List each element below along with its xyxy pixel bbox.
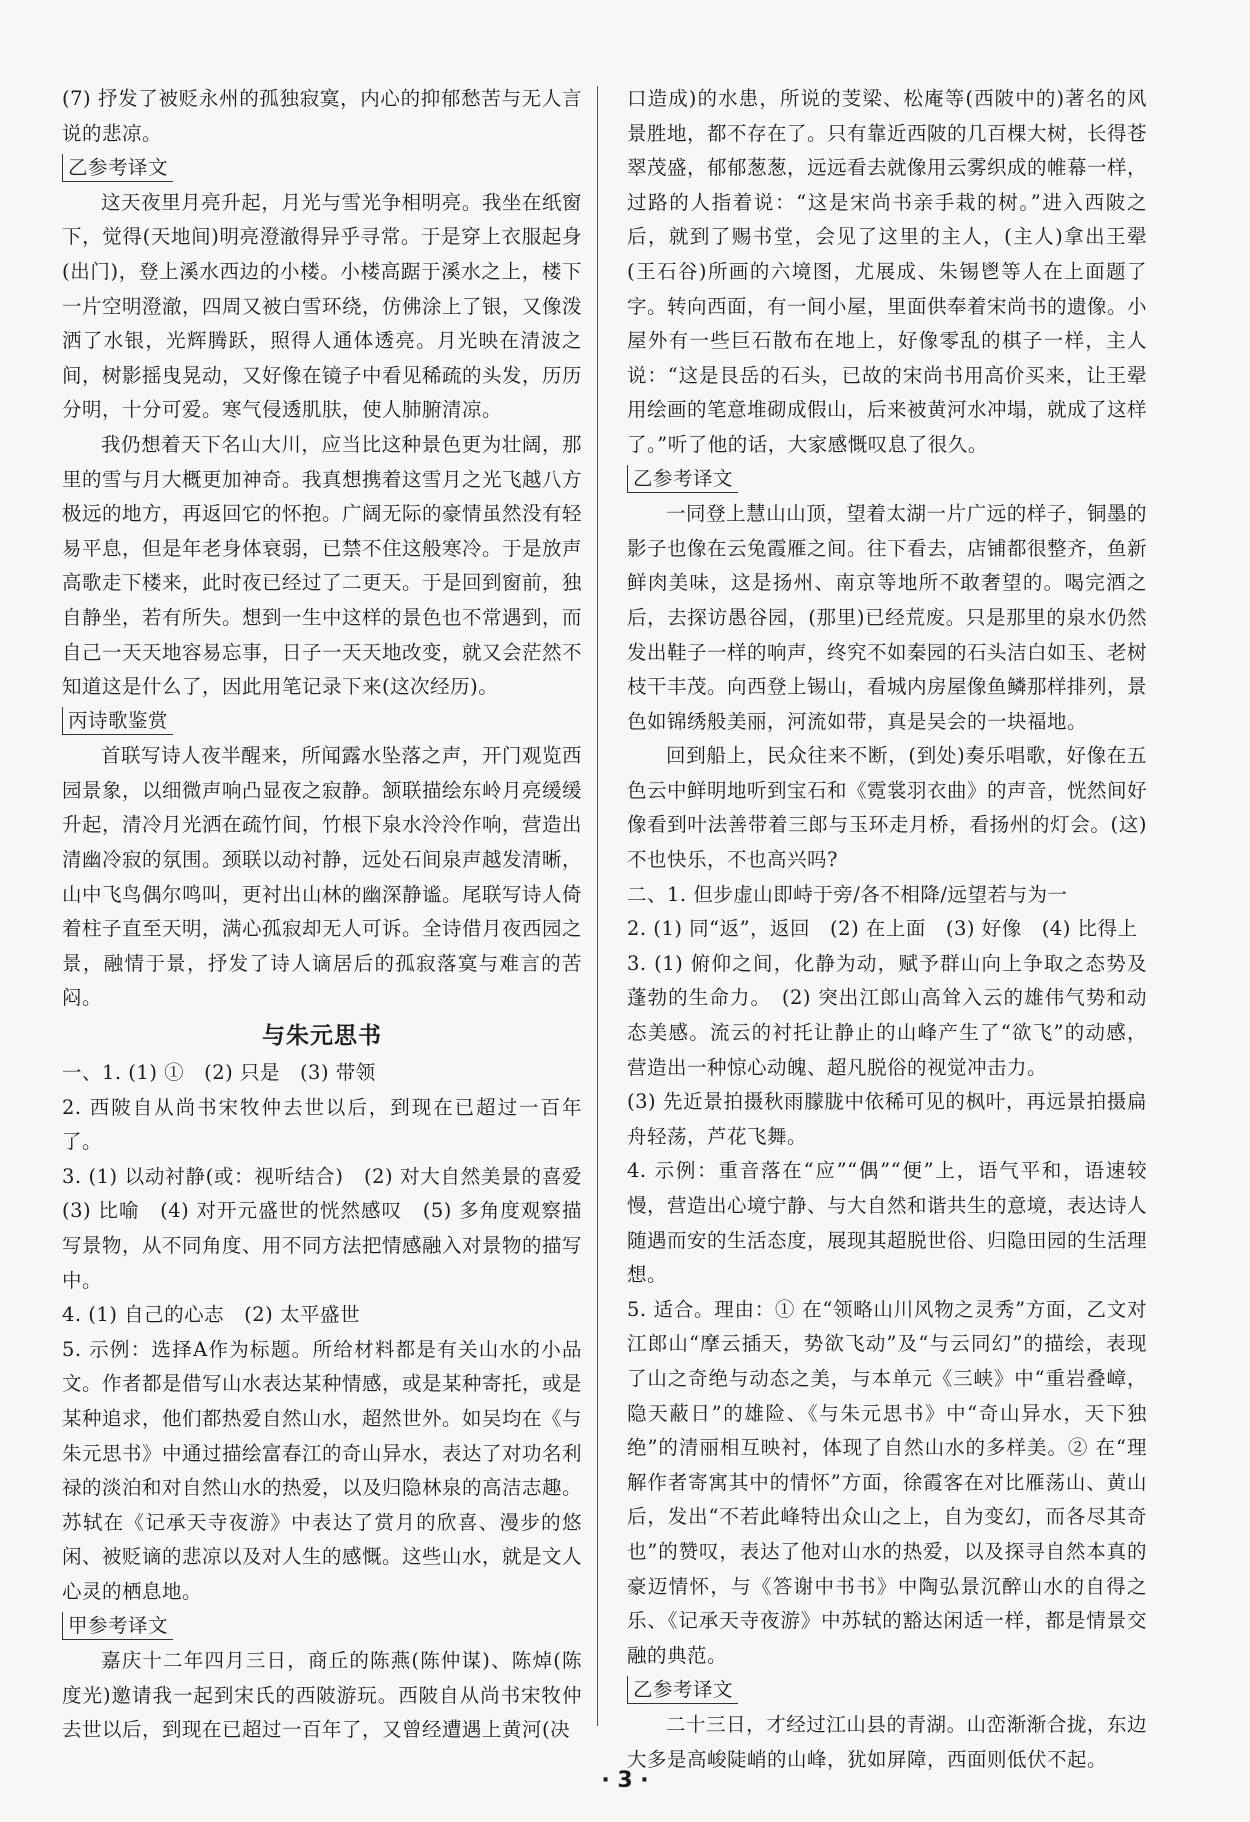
answer-2-1: 二、1. 但步虚山即峙于旁/各不相降/远望若与为一 [627,882,1068,906]
answer-5: 5. 示例：选择A作为标题。所给材料都是有关山水的小品文。作者都是借写山水表达某种情感，或是某种寄托，或是某种追求，他们都热爱自然山水，超然世外。如吴均在《与朱元思书》中通过描绘富春江的奇山异水，表达了对功名利禄的淡泊和对自然山水的热爱，以及归隐林泉的高洁志趣。苏轼在《记承天寺夜游》中表达了赏月的欣喜、漫步的悠闲、被贬谪的悲凉以及对人生的感慨。这些山水，就是文人心灵的栖息地。 [62,1337,583,1603]
answer-2-5: 5. 适合。理由：① 在“领略山川风物之灵秀”方面，乙文对江郎山“摩云插天，势欲飞动”及“与云同幻”的描绘，表现了山之奇绝与动态之美，与本单元《三峡》中“重岩叠嶂，隐天蔽日”的雄险、《与朱元思书》中“奇山异水，天下独绝”的清丽相互映衬，体现了自然山水的多样美。② 在“理解作者寄寓其中的情怀”方面，徐霞客在对比雁荡山、黄山后，发出“不若此峰特出众山之上，自为变幻，而各尽其奇也”的赞叹，表达了他对山水的热爱，以及探寻自然本真的豪迈情怀，与《答谢中书书》中陶弘景沉醉山水的自得之乐、《记承天寺夜游》中苏轼的豁达闲适一样，都是情景交融的典范。 [627,1297,1147,1667]
answer-2-2: 2. (1) 同“返”，返回 (2) 在上面 (3) 好像 (4) 比得上 [627,917,1138,941]
answer-2-3-part3: (3) 先近景拍摄秋雨朦胧中依稀可见的枫叶，再远景拍摄扁舟轻荡，芦花飞舞。 [627,1090,1147,1148]
translation-paragraph: 回到船上，民众往来不断，(到处)奏乐唱歌，好像在五色云中鲜明地听到宝石和《霓裳羽衣曲》的声音，恍然间好像看到叶法善带着三郎与玉环走月桥，看扬州的灯会。(这)不也快乐，不也高兴吗? [627,744,1148,872]
section-title: 与朱元思书 [262,1023,382,1050]
section-tag-jia-translation: 甲参考译文 [62,1612,173,1640]
section-tag-yi-translation: 乙参考译文 [627,465,738,493]
translation-paragraph: 我仍想着天下名山大川，应当比这种景色更为壮阔，那里的雪与月大概更加神奇。我真想携着这雪月之光飞越八方极远的地方，再返回它的怀抱。广阔无际的豪情虽然没有轻易平息，但是年老身体衰弱，已禁不住这般寒冷。于是放声高歌走下楼来，此时夜已经过了二更天。于是回到窗前，独自静坐，若有所失。想到一生中这样的景色也不常遇到，而自己一天天地容易忘事，日子一天天地改变，就又会茫然不知道这是什么了，因此用笔记录下来(这次经历)。 [62,432,583,699]
section-tag-yi-translation: 乙参考译文 [627,1676,738,1704]
poem-appreciation-paragraph: 首联写诗人夜半醒来，所闻露水坠落之声，开门观览西园景象，以细微声响凸显夜之寂静。颔联描绘东岭月亮缓缓升起，清冷月光洒在疏竹间，竹根下泉水泠泠作响，营造出清幽冷寂的氛围。颈联以动衬静，远处石间泉声越发清晰，山中飞鸟偶尔鸣叫，更衬出山林的幽深静谧。尾联写诗人倚着柱子直至天明，满心孤寂却无人可诉。全诗借月夜西园之景，融情于景，抒发了诗人谪居后的孤寂落寞与难言的苦闷。 [62,744,583,1010]
translation-paragraph: 嘉庆十二年四月三日，商丘的陈燕(陈仲谋)、陈焯(陈度光)邀请我一起到宋氏的西陂游玩。西陂自从尚书宋牧仲去世以后，到现在已超过一百年了，又曾经遭遇上黄河(决 [62,1649,582,1742]
answer-1: 一、1. (1) ① (2) 只是 (3) 带领 [62,1061,376,1085]
answer-2-4: 4. 示例：重音落在“应”“偶”“便”上，语气平和，语速较慢，营造出心境宁静、与大自然和谐共生的意境，表达诗人随遇而安的生活态度，展现其超脱世俗、归隐田园的生活理想。 [627,1159,1148,1287]
right-column [627,82,1147,1777]
section-tag-yi-translation: 乙参考译文 [62,154,173,182]
answer-2: 2. 西陂自从尚书宋牧仲去世以后，到现在已超过一百年了。 [62,1095,582,1154]
translation-paragraph: 这天夜里月亮升起，月光与雪光争相明亮。我坐在纸窗下，觉得(天地间)明亮澄澈得异乎寻常。于是穿上衣服起身(出门)，登上溪水西边的小楼。小楼高踞于溪水之上，楼下一片空明澄澈，四周又被白雪环绕，仿佛涂上了银，又像泼洒了水银，光辉腾跃，照得人通体透亮。月光映在清波之间，树影摇曳晃动，又好像在镜子中看见稀疏的头发，历历分明，十分可爱。寒气侵透肌肤，使人肺腑清凉。 [62,190,583,422]
answer-7: (7) 抒发了被贬永州的孤独寂寞，内心的抑郁愁苦与无人言说的悲凉。 [62,87,582,145]
page-number: · 3 · [601,1768,649,1793]
translation-paragraph: 二十三日，才经过江山县的青湖。山峦渐渐合拢，东边大多是高峻陡峭的山峰，犹如屏障，西面则低伏不起。 [627,1712,1147,1771]
answer-3: 3. (1) 以动衬静(或：视听结合) (2) 对大自然美景的喜爱 (3) 比喻 (4) 对开元盛世的恍然感叹 (5) 多角度观察描写景物，从不同角度、用不同方法把情感融入对景物的描写中。 [62,1164,603,1292]
section-tag-poem-appreciation: 丙诗歌鉴赏 [62,707,173,735]
translation-continuation: 口造成)的水患，所说的芰梁、松庵等(西陂中的)著名的风景胜地，都不存在了。只有靠近西陂的几百棵大树，长得苍翠茂盛，郁郁葱葱，远远看去就像用云雾织成的帷幕一样，过路的人指着说：“这是宋尚书亲手栽的树。”进入西陂之后，就到了赐书堂，会见了这里的主人，(主人)拿出王翚(王石谷)所画的六境图，尤展成、朱锡鬯等人在上面题了字。转向西面，有一间小屋，里面供奉着宋尚书的遗像。小屋外有一些巨石散布在地上，好像零乱的棋子一样，主人说：“这是艮岳的石头，已故的宋尚书用高价买来，让王翚用绘画的笔意堆砌成假山，后来被黄河水冲塌，就成了这样了。”听了他的话，大家感慨叹息了很久。 [627,87,1148,456]
answer-2-3: 3. (1) 俯仰之间，化静为动，赋予群山向上争取之态势及蓬勃的生命力。 (2) 突出江郎山高耸入云的雄伟气势和动态美感。流云的衬托让静止的山峰产生了“欲飞”的动感，营造出一种惊心动魄、超凡脱俗的视觉冲击力。 [627,951,1147,1079]
column-divider [597,86,598,1726]
left-column [62,82,603,1748]
answer-4: 4. (1) 自己的心志 (2) 太平盛世 [62,1303,360,1327]
translation-paragraph: 一同登上慧山山顶，望着太湖一片广远的样子，铜墨的影子也像在云兔霞雁之间。往下看去，店铺都很整齐，鱼新鲜肉美味，这是扬州、南京等地所不敢奢望的。喝完酒之后，去探访愚谷园，(那里)已经荒废。只是那里的泉水仍然发出鞋子一样的响声，终究不如秦园的石头洁白如玉、老树枝干丰茂。向西登上锡山，看城内房屋像鱼鳞那样排列，景色如锦绣般美丽，河流如带，真是吴会的一块福地。 [627,502,1148,733]
